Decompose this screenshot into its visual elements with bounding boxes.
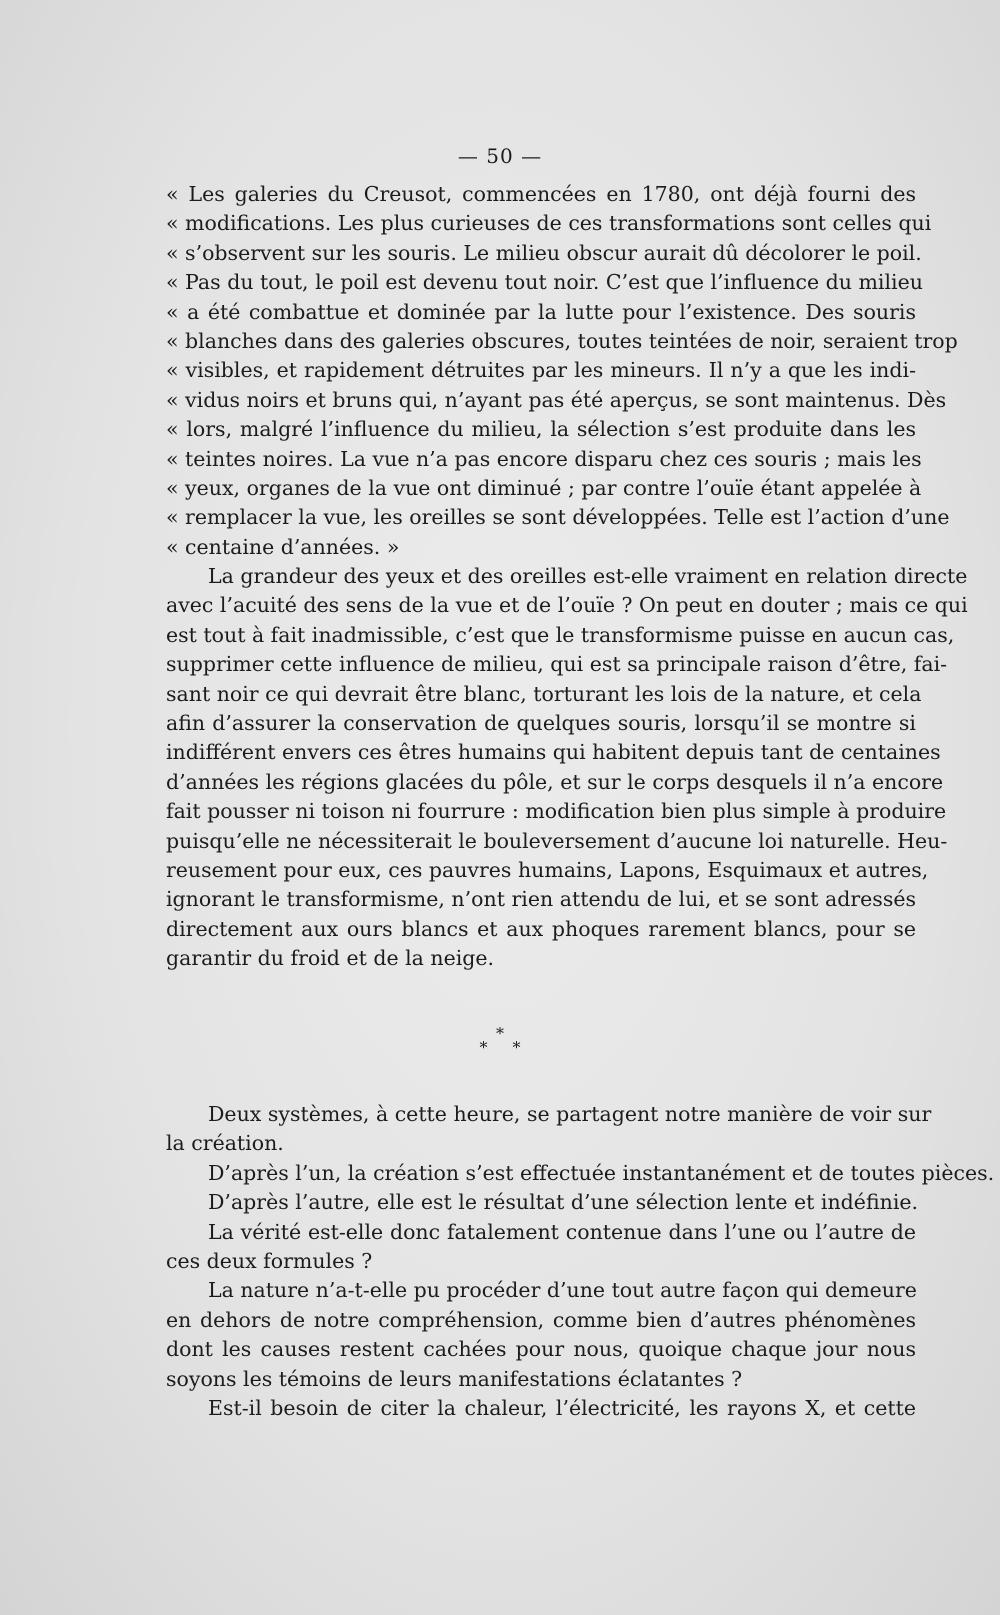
- text-line: « remplacer la vue, les oreilles se sont développées. Telle est l’action d’une: [166, 505, 950, 530]
- section-separator: [0, 1024, 1000, 1057]
- text-line: ces deux formules ?: [166, 1248, 373, 1273]
- text-line: directement aux ours blancs et aux phoques rarement blancs, pour se: [166, 916, 916, 941]
- text-line: dont les causes restent cachées pour nous, quoique chaque jour nous: [166, 1337, 916, 1362]
- text-line: est tout à fait inadmissible, c’est que le transformisme puisse en aucun cas,: [166, 622, 955, 647]
- text-line: « Pas du tout, le poil est devenu tout noir. C’est que l’influence du milieu: [166, 270, 923, 295]
- text-line: garantir du froid et de la neige.: [166, 946, 495, 971]
- separator-star-row: *: [496, 1024, 504, 1043]
- text-line: « vidus noirs et bruns qui, n’ayant pas été aperçus, se sont maintenus. Dès: [166, 387, 947, 412]
- text-line: sant noir ce qui devrait être blanc, torturant les lois de la nature, et cela: [166, 681, 922, 706]
- text-line: « lors, malgré l’influence du milieu, la sélection s’est produite dans les: [166, 417, 916, 442]
- text-line: Est-il besoin de citer la chaleur, l’électricité, les rayons X, et cette: [208, 1395, 916, 1420]
- text-line: avec l’acuité des sens de la vue et de l’ouïe ? On peut en douter ; mais ce qui: [166, 593, 968, 618]
- separator-star-row: * *: [479, 1038, 531, 1057]
- text-line: « Les galeries du Creusot, commencées en 1780, ont déjà fourni des: [166, 182, 916, 206]
- body-paragraphs-section: [166, 1100, 995, 1423]
- text-line: puisqu’elle ne nécessiterait le bouleversement d’aucune loi naturelle. Heu-: [166, 828, 948, 853]
- text-line: « yeux, organes de la vue ont diminué ; par contre l’ouïe étant appelée à: [166, 475, 922, 500]
- text-line: soyons les témoins de leurs manifestations éclatantes ?: [166, 1366, 743, 1391]
- text-line: La nature n’a-t-elle pu procéder d’une tout autre façon qui demeure: [208, 1278, 917, 1303]
- text-line: « visibles, et rapidement détruites par les mineurs. Il n’y a que les indi-: [166, 358, 916, 383]
- text-line: La grandeur des yeux et des oreilles est-elle vraiment en relation directe: [208, 564, 968, 588]
- text-line: afin d’assurer la conservation de quelques souris, lorsqu’il se montre si: [166, 710, 916, 735]
- body-paragraph: [166, 562, 968, 973]
- text-line: La vérité est-elle donc fatalement contenue dans l’une ou l’autre de: [208, 1219, 916, 1244]
- text-line: « blanches dans des galeries obscures, toutes teintées de noir, seraient trop: [166, 328, 958, 353]
- text-line: Deux systèmes, à cette heure, se partagent notre manière de voir sur: [208, 1102, 932, 1126]
- text-line: reusement pour eux, ces pauvres humains, Lapons, Esquimaux et autres,: [166, 857, 929, 882]
- text-line: ignorant le transformisme, n’ont rien attendu de lui, et se sont adressés: [166, 887, 916, 912]
- text-line: « modifications. Les plus curieuses de ces transformations sont celles qui: [166, 211, 932, 236]
- text-line: en dehors de notre compréhension, comme bien d’autres phénomènes: [166, 1307, 916, 1332]
- text-line: « teintes noires. La vue n’a pas encore disparu chez ces souris ; mais les: [166, 446, 922, 471]
- text-line: D’après l’un, la création s’est effectuée instantanément et de toutes pièces.: [208, 1160, 995, 1185]
- text-line: « centaine d’années. »: [166, 534, 400, 559]
- text-line: d’années les régions glacées du pôle, et sur le corps desquels il n’a encore: [166, 769, 944, 794]
- text-line: « a été combattue et dominée par la lutte pour l’existence. Des souris: [166, 299, 916, 324]
- text-line: supprimer cette influence de milieu, qui est sa principale raison d’être, fai-: [166, 652, 948, 677]
- text-line: fait pousser ni toison ni fourrure : modification bien plus simple à produire: [166, 799, 947, 824]
- quotation-paragraph: [166, 180, 958, 562]
- text-line: « s’observent sur les souris. Le milieu obscur aurait dû décolorer le poil.: [166, 240, 922, 265]
- text-line: indifférent envers ces êtres humains qui habitent depuis tant de centaines: [166, 740, 941, 765]
- text-line: D’après l’autre, elle est le résultat d’une sélection lente et indéfinie.: [208, 1190, 919, 1215]
- text-line: la création.: [166, 1131, 284, 1156]
- page-number: — 50 —: [457, 144, 543, 168]
